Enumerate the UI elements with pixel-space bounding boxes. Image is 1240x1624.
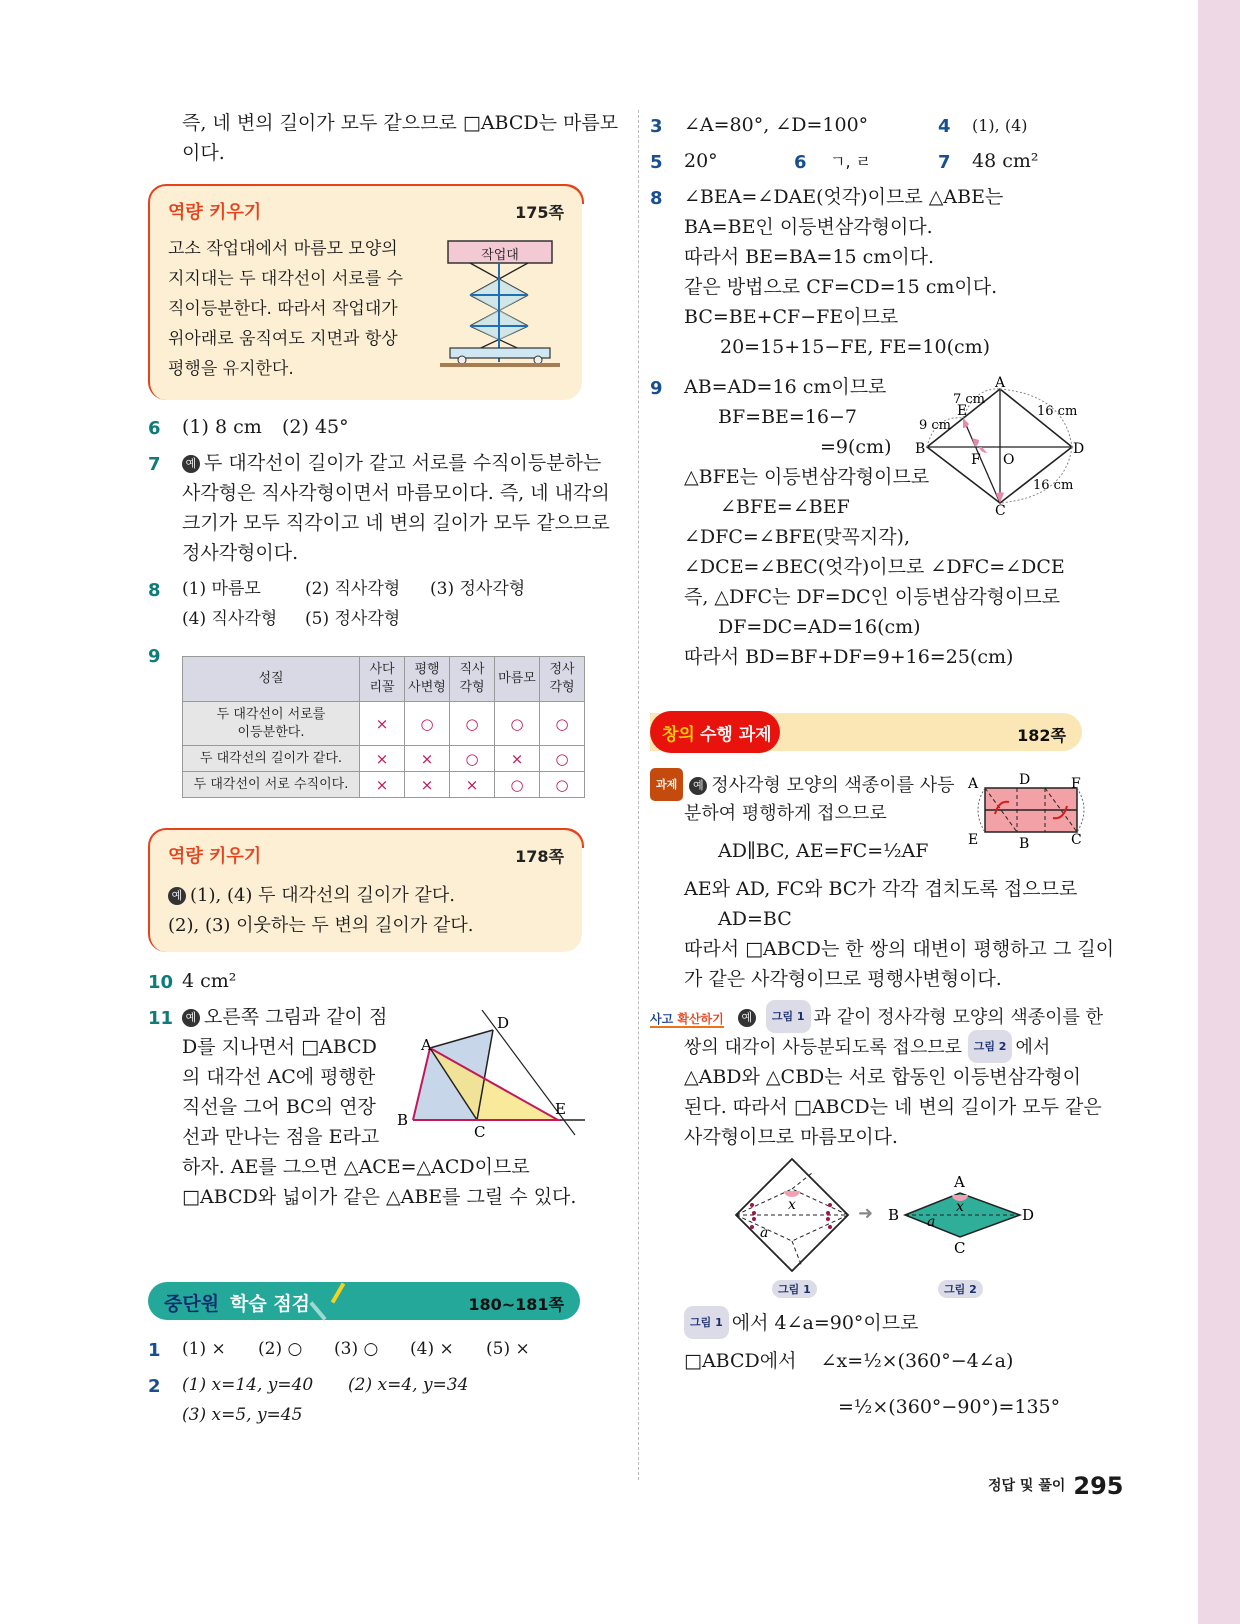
solution-line: BA=BE인 이등변삼각형이다. <box>684 216 933 238</box>
question-number: 4 <box>938 116 951 137</box>
question-number: 10 <box>148 972 174 993</box>
example-badge: 예 <box>182 1009 200 1027</box>
solution-line: AB=AD=16 cm이므로 <box>684 376 887 398</box>
svg-text:E: E <box>555 1100 566 1118</box>
answer: 48 cm² <box>972 150 1039 172</box>
page-edge-strip <box>1198 0 1240 1624</box>
creative-line: 가 같은 사각형이므로 평행사변형이다. <box>684 968 1002 990</box>
column-divider <box>638 110 639 1480</box>
think-line: 사각형이므로 마름모이다. <box>684 1126 898 1148</box>
creative-line: 분하여 평행하게 접으므로 <box>684 803 887 824</box>
question-number: 7 <box>148 454 161 475</box>
capability-box-175 <box>148 184 582 400</box>
answer-line: 선과 만나는 점을 E라고 <box>182 1126 380 1148</box>
svg-text:C: C <box>995 503 1006 515</box>
answer: (1) 마름모 <box>182 579 261 599</box>
solution-line: ∠BEA=∠DAE(엇각)이므로 △ABE는 <box>684 186 1004 208</box>
example-badge: 예 <box>168 887 186 905</box>
capability-page-ref: 178쪽 <box>515 847 564 866</box>
answer: (1) 8 cm <box>182 416 262 438</box>
unit-review-page-ref: 180~181쪽 <box>468 1295 564 1314</box>
svg-text:C: C <box>954 1239 966 1257</box>
figure-tag: 그림 1 <box>684 1306 729 1339</box>
creative-line: 과제 예 정사각형 모양의 색종이를 사등 <box>650 768 954 801</box>
question-number: 9 <box>650 378 663 399</box>
unit-review-title-b: 학습 점검 <box>230 1293 311 1315</box>
svg-text:D: D <box>1022 1206 1035 1224</box>
question-number: 6 <box>794 152 807 173</box>
svg-text:7 cm: 7 cm <box>953 392 986 407</box>
svg-text:B: B <box>915 441 926 457</box>
svg-text:D: D <box>497 1014 510 1032</box>
answer-line: 예 오른쪽 그림과 같이 점 <box>182 1002 387 1033</box>
answer: (3) ○ <box>334 1339 379 1359</box>
answer: (1) x=14, y=40 <box>182 1375 314 1395</box>
solution-line: 즉, △DFC는 DF=DC인 이등변삼각형이므로 <box>684 586 1061 608</box>
creative-line: AD=BC <box>718 908 792 930</box>
svg-text:A: A <box>421 1036 432 1054</box>
svg-text:B: B <box>1019 836 1030 850</box>
table-header: 직사 각형 <box>450 657 495 702</box>
svg-text:x: x <box>956 1199 964 1215</box>
answer: ∠A=80°, ∠D=100° <box>684 114 869 136</box>
question-number: 8 <box>148 580 161 601</box>
table-row: 두 대각선의 길이가 같다. × × ○ × ○ <box>183 746 585 772</box>
svg-text:16 cm: 16 cm <box>1037 404 1078 419</box>
question-number: 1 <box>148 1340 161 1361</box>
solution-line: ∠DFC=∠BFE(맞꼭지각), <box>684 526 911 548</box>
solution-line: DF=DC=AD=16(cm) <box>718 616 921 638</box>
solution-line: △BFE는 이등변삼각형이므로 <box>684 466 930 488</box>
answer: (2) 45° <box>282 416 349 438</box>
answer-line: D를 지나면서 □ABCD <box>182 1036 377 1058</box>
question-number: 2 <box>148 1376 161 1397</box>
capability-line: (2), (3) 이웃하는 두 변의 길이가 같다. <box>168 915 474 936</box>
page-footer <box>988 1472 1123 1500</box>
table-header: 평행 사변형 <box>405 657 450 702</box>
lift-platform-label: 작업대 <box>481 248 519 263</box>
creative-task-pill: 창의 수행 과제 <box>650 711 780 753</box>
svg-text:C: C <box>1071 832 1082 848</box>
svg-text:E: E <box>957 403 968 419</box>
calc-line: 그림 1 에서 4∠a=90°이므로 <box>684 1306 919 1339</box>
think-line: 된다. 따라서 □ABCD는 네 변의 길이가 모두 같은 <box>684 1096 1102 1118</box>
question-number: 11 <box>148 1008 174 1029</box>
answer: (4) 직사각형 <box>182 609 278 629</box>
think-line: △ABD와 △CBD는 서로 합동인 이등변삼각형이 <box>684 1066 1081 1088</box>
answer: (2) ○ <box>258 1339 303 1359</box>
answer: (5) × <box>486 1339 530 1359</box>
calc-line: =½×(360°−90°)=135° <box>838 1396 1061 1418</box>
question-number: 5 <box>650 152 663 173</box>
answer: (2) x=4, y=34 <box>348 1375 469 1395</box>
intro-line-1: 즉, 네 변의 길이가 모두 같으므로 □ABCD는 마름모 <box>182 112 619 134</box>
example-badge: 예 <box>689 777 707 795</box>
svg-text:E: E <box>968 832 979 848</box>
page-number: 295 <box>1073 1472 1124 1500</box>
think-line: 사고 확산하기 예 그림 1 과 같이 정사각형 모양의 색종이를 한 <box>650 1000 1103 1035</box>
table-header: 사다 리꼴 <box>360 657 405 702</box>
svg-text:x: x <box>788 1197 796 1213</box>
example-badge: 예 <box>738 1009 756 1027</box>
think-expand-label: 사고 확산하기 <box>650 1012 724 1026</box>
figure2-caption: 그림 2 <box>938 1280 986 1300</box>
svg-text:A: A <box>968 776 979 792</box>
table-header: 정사 각형 <box>540 657 585 702</box>
answer: (3) 정사각형 <box>430 579 526 599</box>
solution-line: BF=BE=16−7 <box>718 406 858 428</box>
answer-line: 크기가 모두 직각이고 네 변의 길이가 모두 같으므로 <box>182 512 610 534</box>
question-number: 8 <box>650 188 663 209</box>
question-number: 3 <box>650 116 663 137</box>
svg-text:➜: ➜ <box>858 1203 874 1224</box>
answer-line: 의 대각선 AC에 평행한 <box>182 1066 376 1088</box>
svg-text:16 cm: 16 cm <box>1033 478 1074 493</box>
calc-line: □ABCD에서 ∠x=½×(360°−4∠a) <box>684 1350 1014 1372</box>
figure1-caption: 그림 1 <box>772 1280 820 1300</box>
answer-line: □ABCD와 넓이가 같은 △ABE를 그릴 수 있다. <box>182 1186 577 1208</box>
solution-line: 따라서 BE=BA=15 cm이다. <box>684 246 935 268</box>
svg-text:B: B <box>888 1206 900 1224</box>
solution-line: =9(cm) <box>820 436 892 458</box>
solution-line: BC=BE+CF−FE이므로 <box>684 306 899 328</box>
table-row: 두 대각선이 서로 수직이다. × × × ○ ○ <box>183 772 585 798</box>
answer-line: 예 두 대각선이 길이가 같고 서로를 수직이등분하는 <box>182 448 601 479</box>
svg-text:A: A <box>995 375 1006 391</box>
example-badge: 예 <box>182 455 200 473</box>
answer: (3) x=5, y=45 <box>182 1405 303 1425</box>
svg-text:O: O <box>1003 452 1015 468</box>
answer: (1), (4) <box>972 116 1028 135</box>
capability-title: 역량 키우기 <box>168 846 262 867</box>
unit-review-title-a: 중단원 <box>164 1293 220 1315</box>
intro-line-2: 이다. <box>182 142 225 164</box>
capability-title: 역량 키우기 <box>168 202 262 223</box>
figure-tag: 그림 1 <box>766 1000 811 1033</box>
table-header: 마름모 <box>495 657 540 702</box>
solution-line: 같은 방법으로 CF=CD=15 cm이다. <box>684 276 998 298</box>
folded-paper-figure <box>965 770 1085 850</box>
solution-line: 따라서 BD=BF+DF=9+16=25(cm) <box>684 646 1014 668</box>
figure-tag: 그림 2 <box>968 1030 1013 1063</box>
answer-line: 사각형은 직사각형이면서 마름모이다. 즉, 네 내각의 <box>182 482 610 504</box>
answer: (2) 직사각형 <box>305 579 401 599</box>
area-equivalence-figure <box>395 1010 585 1140</box>
quadrilateral-properties-table <box>182 656 585 798</box>
svg-text:A: A <box>954 1173 965 1191</box>
question-number: 7 <box>938 152 951 173</box>
svg-text:C: C <box>474 1123 486 1140</box>
svg-text:D: D <box>1019 772 1031 788</box>
capability-line: 직이등분한다. 따라서 작업대가 <box>168 299 398 319</box>
svg-text:9 cm: 9 cm <box>919 418 952 433</box>
unit-review-header <box>148 1282 580 1320</box>
svg-text:D: D <box>1073 441 1085 457</box>
answer: (4) × <box>410 1339 454 1359</box>
answer: ㄱ, ㄹ <box>830 152 872 171</box>
task-badge: 과제 <box>650 768 683 801</box>
answer-line: 하자. AE를 그으면 △ACE=△ACD이므로 <box>182 1156 530 1178</box>
question-number: 9 <box>148 646 161 667</box>
creative-line: AE와 AD, FC와 BC가 각각 겹치도록 접으므로 <box>684 878 1078 900</box>
decorative-slash <box>331 1282 345 1303</box>
decorative-slash <box>309 1301 326 1320</box>
answer: 20° <box>684 150 718 172</box>
table-row: 두 대각선이 서로를 이등분한다. × ○ ○ ○ ○ <box>183 702 585 746</box>
capability-line: 고소 작업대에서 마름모 모양의 <box>168 239 398 259</box>
capability-box-178 <box>148 828 582 952</box>
answer-line: 정사각형이다. <box>182 542 299 564</box>
table-header: 성질 <box>183 657 360 702</box>
svg-text:a: a <box>760 1225 769 1241</box>
creative-line: AD∥BC, AE=FC=½AF <box>718 840 929 862</box>
answer: (1) × <box>182 1339 226 1359</box>
answer: (5) 정사각형 <box>305 609 401 629</box>
svg-text:B: B <box>397 1111 409 1129</box>
answer-line: 직선을 그어 BC의 연장 <box>182 1096 376 1118</box>
footer-label: 정답 및 풀이 <box>988 1478 1066 1494</box>
question-number: 6 <box>148 418 161 439</box>
rhombus-folding-figure <box>730 1155 1050 1285</box>
svg-text:F: F <box>1071 776 1081 792</box>
svg-text:a: a <box>927 1214 936 1230</box>
answer: 4 cm² <box>182 970 237 992</box>
think-line: 쌍의 대각이 사등분되도록 접으므로 그림 2 에서 <box>684 1030 1050 1063</box>
solution-line: ∠DCE=∠BEC(엇각)이므로 ∠DFC=∠DCE <box>684 556 1065 578</box>
capability-line: 위아래로 움직여도 지면과 항상 <box>168 329 398 349</box>
capability-line: 예 (1), (4) 두 대각선의 길이가 같다. <box>168 880 455 911</box>
solution-line: 20=15+15−FE, FE=10(cm) <box>720 336 991 358</box>
capability-page-ref: 175쪽 <box>515 203 564 222</box>
rhombus-figure <box>915 375 1085 515</box>
capability-line: 지지대는 두 대각선이 서로를 수 <box>168 269 404 289</box>
creative-page-ref: 182쪽 <box>1017 726 1066 745</box>
solution-line: ∠BFE=∠BEF <box>720 496 850 518</box>
capability-line: 평행을 유지한다. <box>168 359 294 379</box>
svg-text:F: F <box>971 452 981 468</box>
creative-line: 따라서 □ABCD는 한 쌍의 대변이 평행하고 그 길이 <box>684 938 1115 960</box>
